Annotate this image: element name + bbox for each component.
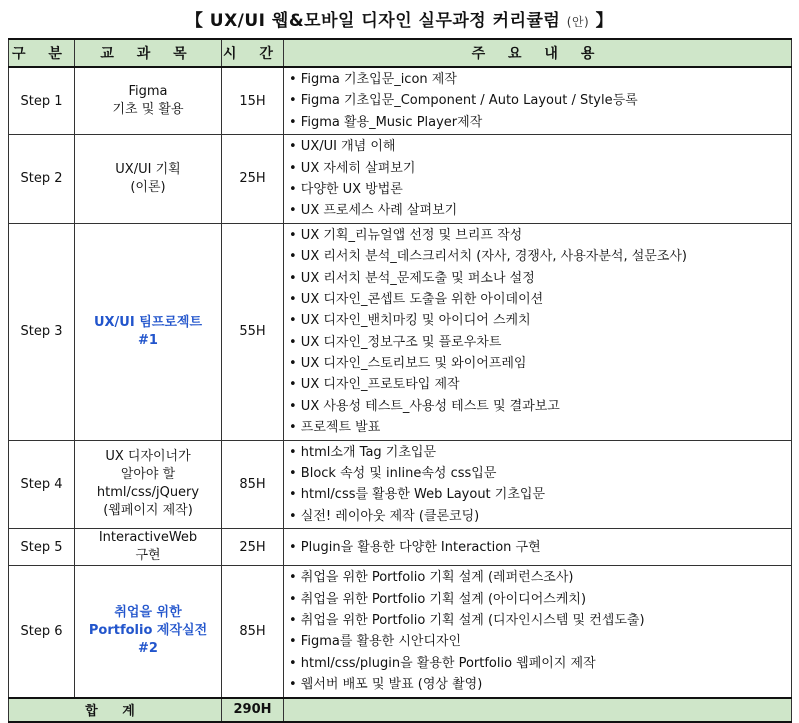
- subject-cell: [75, 135, 222, 224]
- step-cell: Step 5: [9, 529, 75, 566]
- hours-cell: 25H: [222, 529, 284, 566]
- table-row: [9, 223, 792, 440]
- content-cell: [284, 67, 792, 135]
- subject-cell: [75, 529, 222, 566]
- hours-cell: 15H: [222, 67, 284, 135]
- step-cell: Step 4: [9, 440, 75, 529]
- subject-line: 취업을 위한: [114, 605, 182, 621]
- content-item: • html소개 Tag 기초입문: [289, 444, 437, 460]
- subject-cell: [75, 223, 222, 440]
- subject-line: 구현: [135, 548, 161, 564]
- content-item: • UX 기획_리뉴얼앱 선정 및 브리프 작성: [289, 227, 523, 243]
- content-cell: [284, 135, 792, 224]
- title-suffix: (안): [566, 15, 590, 29]
- total-hours: 290H: [222, 698, 284, 722]
- content-item: • 웹서버 배포 및 발표 (영상 촬영): [289, 677, 483, 693]
- header-subject: 교 과 목: [75, 39, 222, 67]
- title-bracket: 】: [595, 11, 614, 31]
- hours-cell: 85H: [222, 440, 284, 529]
- content-item: • UX 디자인_프로토타입 제작: [289, 377, 460, 393]
- subject-line: html/css/jQuery: [96, 485, 200, 501]
- subject-line: Portfolio 제작실전: [88, 623, 208, 639]
- content-item: • UX 리서치 분석_문제도출 및 퍼소나 설정: [289, 270, 535, 286]
- table-row: [9, 67, 792, 135]
- total-row: [9, 698, 792, 722]
- curriculum-table: [8, 38, 792, 723]
- content-item: • Figma 활용_Music Player제작: [289, 114, 483, 130]
- step-cell: Step 3: [9, 223, 75, 440]
- table-row: [9, 529, 792, 566]
- content-item: • UX 디자인_밴치마킹 및 아이디어 스케치: [289, 313, 531, 329]
- content-item: • 취업을 위한 Portfolio 기획 설계 (아이디어스케치): [289, 591, 587, 607]
- title-text: 【 UX/UI 웹&모바일 디자인 실무과정 커리큘럼: [185, 11, 561, 31]
- content-item: • 다양한 UX 방법론: [289, 181, 403, 197]
- content-cell: [284, 529, 792, 566]
- content-item: • Block 속성 및 inline속성 css입문: [289, 466, 497, 482]
- step-cell: Step 1: [9, 67, 75, 135]
- total-label: 합 계: [9, 698, 222, 722]
- content-item: • UX 사용성 테스트_사용성 테스트 및 결과보고: [289, 398, 560, 414]
- content-item: • UX 디자인_정보구조 및 플로우차트: [289, 334, 502, 350]
- content-item: • UX 디자인_스토리보드 및 와이어프레임: [289, 356, 527, 372]
- total-empty: [284, 698, 792, 722]
- content-item: • html/css/plugin을 활용한 Portfolio 웹페이지 제작: [289, 655, 596, 671]
- subject-line: #1: [138, 332, 158, 348]
- subject-cell: [75, 566, 222, 698]
- content-item: • Figma 기초입문_Component / Auto Layout / Style등록: [289, 93, 638, 109]
- header-content: 주 요 내 용: [284, 39, 792, 67]
- subject-line: UX/UI 기획: [115, 161, 181, 177]
- content-cell: [284, 223, 792, 440]
- subject-cell: [75, 440, 222, 529]
- content-item: • UX 리서치 분석_데스크리서치 (자사, 경쟁사, 사용자분석, 설문조사): [289, 249, 688, 265]
- subject-line: (이론): [130, 179, 166, 195]
- hours-cell: 55H: [222, 223, 284, 440]
- content-item: • Figma 기초입문_icon 제작: [289, 72, 457, 87]
- content-item: • 취업을 위한 Portfolio 기획 설계 (레퍼런스조사): [289, 570, 574, 586]
- subject-line: 알아야 할: [120, 467, 176, 483]
- header-row: [9, 39, 792, 67]
- subject-line: InteractiveWeb: [98, 530, 198, 546]
- content-item: • UX 자세히 살펴보기: [289, 160, 416, 176]
- subject-cell: [75, 67, 222, 135]
- content-item: • UX 디자인_콘셉트 도출을 위한 아이데이션: [289, 291, 544, 307]
- header-hours: 시 간: [222, 39, 284, 67]
- content-item: • 실전! 레이아웃 제작 (클론코딩): [289, 508, 480, 524]
- content-cell: [284, 566, 792, 698]
- content-item: • UX/UI 개념 이해: [289, 139, 396, 155]
- hours-cell: 25H: [222, 135, 284, 224]
- table-row: [9, 135, 792, 224]
- content-item: • Plugin을 활용한 다양한 Interaction 구현: [289, 539, 541, 555]
- page-title: [0, 6, 799, 31]
- content-item: • 취업을 위한 Portfolio 기획 설계 (디자인시스템 및 컨셉도출): [289, 612, 645, 628]
- content-item: • html/css를 활용한 Web Layout 기초입문: [289, 487, 546, 503]
- table-row: [9, 566, 792, 698]
- content-item: • UX 프로세스 사례 살펴보기: [289, 203, 458, 219]
- subject-line: UX/UI 팀프로젝트: [93, 314, 203, 330]
- step-cell: Step 2: [9, 135, 75, 224]
- content-cell: [284, 440, 792, 529]
- hours-cell: 85H: [222, 566, 284, 698]
- table-row: [9, 440, 792, 529]
- subject-line: Figma: [128, 84, 168, 100]
- subject-line: 기초 및 활용: [112, 102, 184, 118]
- subject-line: #2: [138, 641, 158, 657]
- subject-line: (웹페이지 제작): [103, 503, 193, 519]
- subject-line: UX 디자이너가: [105, 449, 191, 465]
- step-cell: Step 6: [9, 566, 75, 698]
- header-category: 구 분: [9, 39, 75, 67]
- content-item: • Figma를 활용한 시안디자인: [289, 634, 462, 650]
- content-item: • 프로젝트 발표: [289, 420, 381, 436]
